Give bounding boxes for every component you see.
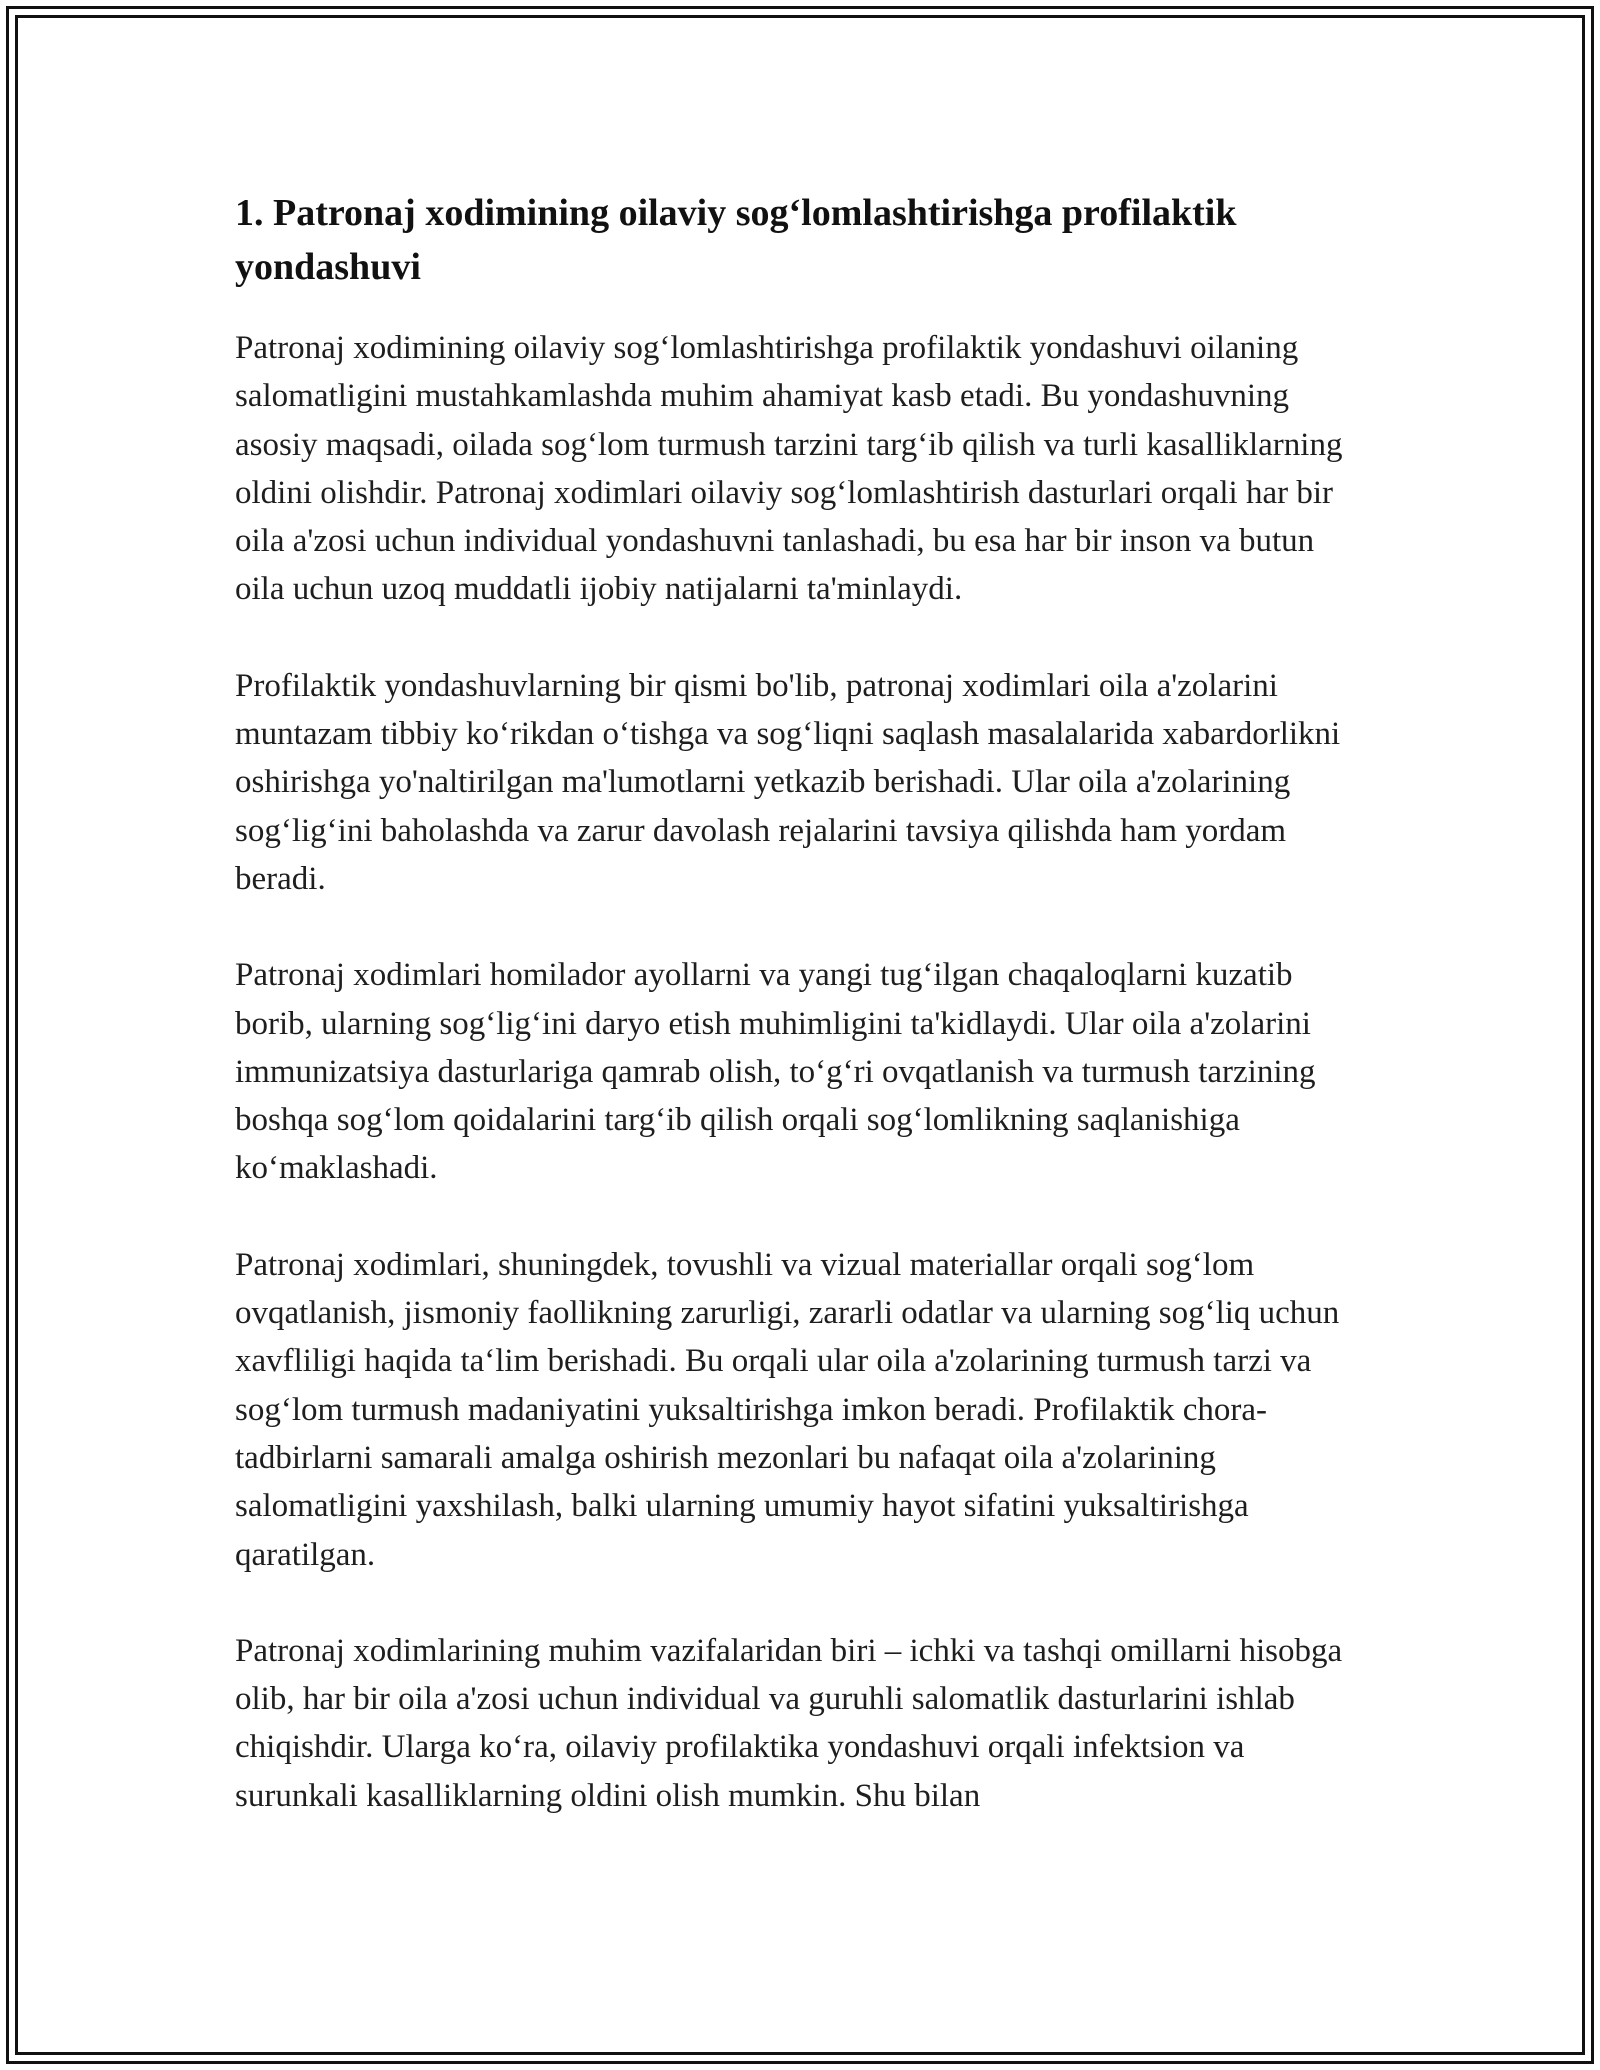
document-page bbox=[235, 186, 1370, 1820]
paragraph-5: Patronaj xodimlarining muhim vazifalaridan biri – ichki va tashqi omillarni hisobga olib, har bir oila a'zosi uchun individual va guruhli salomatlik dasturlarini ishlab chiqishdir. Ularga ko‘ra, oilaviy profilaktika yondashuvi orqali infektsion va surunkali kasalliklarning oldini olish mumkin. Shu bilan bbox=[235, 1632, 1343, 1814]
section-heading: 1. Patronaj xodimining oilaviy sog‘lomlashtirishga profilaktik yondashuvi bbox=[235, 192, 1237, 288]
paragraph-4: Patronaj xodimlari, shuningdek, tovushli va vizual materiallar orqali sog‘lom ovqatlanish, jismoniy faollikning zarurligi, zararli odatlar va ularning sog‘liq uchun xavfliligi haqida ta‘lim berishadi. Bu orqali ular oila a'zolarining turmush tarzi va sog‘lom turmush madaniyatini yuksaltirishga imkon beradi. Profilaktik chora-tadbirlarni samarali amalga oshirish mezonlari bu nafaqat oila a'zolarining salomatligini yaxshilash, balki ularning umumiy hayot sifatini yuksaltirishga qaratilgan. bbox=[235, 1246, 1340, 1573]
paragraph-1: Patronaj xodimining oilaviy sog‘lomlashtirishga profilaktik yondashuvi oilaning salomatligini mustahkamlashda muhim ahamiyat kasb etadi. Bu yondashuvning asosiy maqsadi, oilada sog‘lom turmush tarzini targ‘ib qilish va turli kasalliklarning oldini olishdir. Patronaj xodimlari oilaviy sog‘lomlashtirish dasturlari orqali har bir oila a'zosi uchun individual yondashuvni tanlashadi, bu esa har bir inson va butun oila uchun uzoq muddatli ijobiy natijalarni ta'minlaydi. bbox=[235, 330, 1343, 608]
paragraph-3: Patronaj xodimlari homilador ayollarni va yangi tug‘ilgan chaqaloqlarni kuzatib borib, ularning sog‘lig‘ini daryo etish muhimligini ta'kidlaydi. Ular oila a'zolarini immunizatsiya dasturlariga qamrab olish, to‘g‘ri ovqatlanish va turmush tarzining boshqa sog‘lom qoidalarini targ‘ib qilish orqali sog‘lomlikning saqlanishiga ko‘maklashadi. bbox=[235, 957, 1316, 1187]
paragraph-2: Profilaktik yondashuvlarning bir qismi bo'lib, patronaj xodimlari oila a'zolarini muntazam tibbiy ko‘rikdan o‘tishga va sog‘liqni saqlash masalalarida xabardorlikni oshirishga yo'naltirilgan ma'lumotlarni yetkazib berishadi. Ular oila a'zolarining sog‘lig‘ini baholashda va zarur davolash rejalarini tavsiya qilishda ham yordam beradi. bbox=[235, 667, 1341, 897]
